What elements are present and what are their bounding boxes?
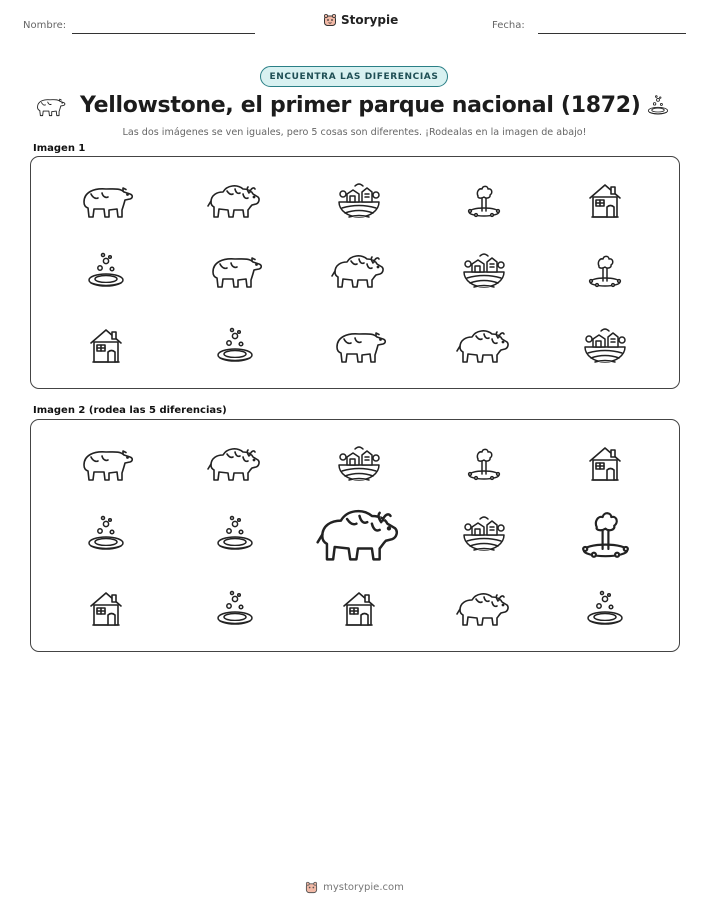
grid-cell[interactable] [66, 501, 146, 565]
grid-cell[interactable] [444, 576, 524, 640]
grid-cell[interactable] [195, 501, 275, 565]
bison-icon [205, 443, 265, 483]
grid-cell[interactable] [565, 238, 645, 302]
grid-cell[interactable] [319, 313, 399, 377]
grid-cell[interactable] [66, 168, 146, 232]
grid-cell[interactable] [66, 576, 146, 640]
brand-logo [323, 13, 398, 27]
grid-cell[interactable] [444, 168, 524, 232]
grid-cell[interactable] [565, 576, 645, 640]
panel1-label: Imagen 1 [33, 143, 86, 154]
grid-cell[interactable] [565, 168, 645, 232]
bison-icon [313, 502, 406, 564]
grid-cell[interactable] [319, 238, 399, 302]
bear-icon [205, 250, 265, 290]
grid-cell[interactable] [66, 313, 146, 377]
activity-badge: ENCUENTRA LAS DIFERENCIAS [260, 66, 448, 87]
grid-cell[interactable] [565, 501, 645, 565]
grid-cell[interactable] [565, 431, 645, 495]
house-icon [329, 588, 389, 628]
hot-spring-icon [76, 513, 136, 553]
grid-cell[interactable] [195, 431, 275, 495]
grid-cell[interactable] [444, 238, 524, 302]
instructions: Las dos imágenes se ven iguales, pero 5 cosas son diferentes. ¡Rodealas en la imagen de abajo! [122, 127, 587, 138]
date-label: Fecha: [492, 20, 525, 31]
panel2-label: Imagen 2 (rodea las 5 diferencias) [33, 405, 227, 416]
house-icon [575, 180, 635, 220]
house-icon [76, 588, 136, 628]
storypie-mascot-icon [323, 13, 337, 27]
image-panel-2 [30, 419, 680, 652]
title-hot-spring-icon [641, 92, 675, 122]
bison-icon [454, 325, 514, 365]
image-panel-1 [30, 156, 680, 389]
hot-spring-icon [76, 250, 136, 290]
grid-cell[interactable] [444, 501, 524, 565]
date-field-line[interactable] [538, 33, 686, 34]
grid-cell[interactable] [565, 313, 645, 377]
geyser-icon [562, 504, 649, 562]
farm-icon [454, 513, 514, 553]
grid-cell[interactable] [66, 431, 146, 495]
grid-cell[interactable] [319, 431, 399, 495]
geyser-icon [454, 180, 514, 220]
name-field-line[interactable] [72, 33, 255, 34]
farm-icon [329, 180, 389, 220]
footer-url[interactable]: mystorypie.com [323, 882, 404, 893]
footer [0, 881, 709, 894]
title-bear-icon [33, 94, 67, 122]
house-icon [575, 443, 635, 483]
hot-spring-icon [205, 513, 265, 553]
geyser-icon [575, 250, 635, 290]
bison-icon [454, 588, 514, 628]
farm-icon [575, 325, 635, 365]
grid-cell[interactable] [319, 576, 399, 640]
grid-cell[interactable] [195, 238, 275, 302]
grid-cell[interactable] [66, 238, 146, 302]
brand-name: Storypie [341, 13, 399, 27]
house-icon [76, 325, 136, 365]
bison-icon [329, 250, 389, 290]
hot-spring-icon [205, 325, 265, 365]
grid-cell[interactable] [444, 313, 524, 377]
storypie-mascot-icon [305, 881, 318, 894]
hot-spring-icon [575, 588, 635, 628]
bear-icon [76, 443, 136, 483]
grid-cell[interactable] [319, 501, 399, 565]
hot-spring-icon [205, 588, 265, 628]
page-title: Yellowstone, el primer parque nacional (1872) [80, 93, 641, 118]
bison-icon [205, 180, 265, 220]
bear-icon [329, 325, 389, 365]
farm-icon [329, 443, 389, 483]
geyser-icon [454, 443, 514, 483]
grid-cell[interactable] [444, 431, 524, 495]
name-label: Nombre: [23, 20, 67, 31]
farm-icon [454, 250, 514, 290]
grid-cell[interactable] [319, 168, 399, 232]
grid-cell[interactable] [195, 313, 275, 377]
grid-cell[interactable] [195, 576, 275, 640]
bear-icon [76, 180, 136, 220]
grid-cell[interactable] [195, 168, 275, 232]
